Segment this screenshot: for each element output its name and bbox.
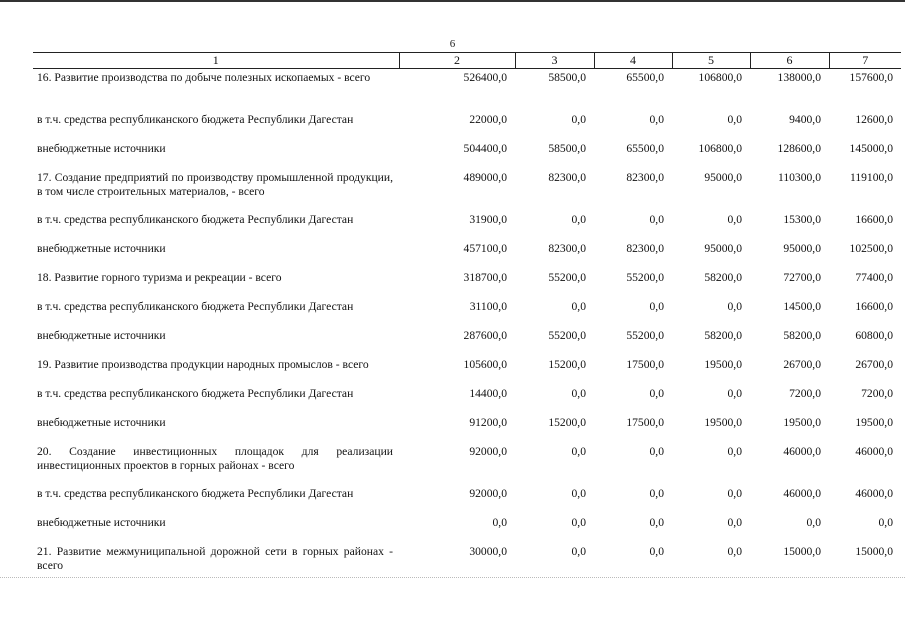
value-cell: 102500,0 xyxy=(849,242,893,255)
column-header: 3 xyxy=(515,53,594,69)
value-cell: 318700,0 xyxy=(463,271,507,284)
row-label: 16. Развитие производства по добыче полезных ископаемых - всего xyxy=(37,71,371,84)
table-row xyxy=(33,211,901,240)
row-label: в т.ч. средства республиканского бюджета Республики Дагестан xyxy=(37,387,354,400)
value-cell: 138000,0 xyxy=(777,71,821,84)
value-cell: 58500,0 xyxy=(548,142,586,155)
row-label: внебюджетные источники xyxy=(37,416,166,429)
value-cell: 0,0 xyxy=(649,213,664,226)
column-header: 2 xyxy=(399,53,515,69)
value-cell: 15200,0 xyxy=(548,416,586,429)
value-cell: 46000,0 xyxy=(855,487,893,500)
value-cell: 55200,0 xyxy=(626,329,664,342)
value-cell: 60800,0 xyxy=(855,329,893,342)
table-row xyxy=(33,140,901,169)
budget-table xyxy=(33,52,901,585)
value-cell: 95000,0 xyxy=(704,171,742,184)
value-cell: 16600,0 xyxy=(855,213,893,226)
value-cell: 0,0 xyxy=(649,545,664,558)
value-cell: 58500,0 xyxy=(548,71,586,84)
row-label: 21. Развитие межмуниципальной дорожной сети в горных районах - всего xyxy=(37,545,393,572)
value-cell: 9400,0 xyxy=(789,113,821,126)
value-cell: 58200,0 xyxy=(783,329,821,342)
value-cell: 145000,0 xyxy=(849,142,893,155)
value-cell: 0,0 xyxy=(727,445,742,458)
value-cell: 110300,0 xyxy=(777,171,821,184)
value-cell: 106800,0 xyxy=(698,71,742,84)
value-cell: 46000,0 xyxy=(855,445,893,458)
value-cell: 19500,0 xyxy=(704,416,742,429)
table-row xyxy=(33,298,901,327)
value-cell: 0,0 xyxy=(878,516,893,529)
table-row xyxy=(33,269,901,298)
value-cell: 82300,0 xyxy=(626,171,664,184)
value-cell: 0,0 xyxy=(727,545,742,558)
value-cell: 55200,0 xyxy=(548,271,586,284)
value-cell: 31100,0 xyxy=(469,300,507,313)
column-header: 6 xyxy=(750,53,829,69)
value-cell: 0,0 xyxy=(571,300,586,313)
row-label: 20. Создание инвестиционных площадок для реализации инвестиционных проектов в горных районах - всего xyxy=(37,445,393,472)
row-label: в т.ч. средства республиканского бюджета Республики Дагестан xyxy=(37,300,354,313)
row-label: внебюджетные источники xyxy=(37,242,166,255)
value-cell: 157600,0 xyxy=(849,71,893,84)
value-cell: 55200,0 xyxy=(548,329,586,342)
value-cell: 0,0 xyxy=(649,300,664,313)
value-cell: 82300,0 xyxy=(626,242,664,255)
row-label: 17. Создание предприятий по производству промышленной продукции, в том числе строительных материалов, - всего xyxy=(37,171,393,198)
table-row xyxy=(33,356,901,385)
column-header: 5 xyxy=(672,53,750,69)
row-label: внебюджетные источники xyxy=(37,329,166,342)
value-cell: 287600,0 xyxy=(463,329,507,342)
value-cell: 12600,0 xyxy=(855,113,893,126)
value-cell: 19500,0 xyxy=(704,358,742,371)
value-cell: 77400,0 xyxy=(855,271,893,284)
value-cell: 0,0 xyxy=(571,213,586,226)
table-row xyxy=(33,485,901,514)
value-cell: 82300,0 xyxy=(548,171,586,184)
value-cell: 72700,0 xyxy=(783,271,821,284)
value-cell: 92000,0 xyxy=(469,487,507,500)
value-cell: 30000,0 xyxy=(469,545,507,558)
value-cell: 0,0 xyxy=(806,516,821,529)
value-cell: 0,0 xyxy=(649,387,664,400)
value-cell: 504400,0 xyxy=(463,142,507,155)
value-cell: 82300,0 xyxy=(548,242,586,255)
value-cell: 26700,0 xyxy=(855,358,893,371)
value-cell: 0,0 xyxy=(649,516,664,529)
table-row xyxy=(33,443,901,485)
value-cell: 95000,0 xyxy=(704,242,742,255)
value-cell: 7200,0 xyxy=(789,387,821,400)
value-cell: 19500,0 xyxy=(855,416,893,429)
value-cell: 0,0 xyxy=(727,516,742,529)
value-cell: 46000,0 xyxy=(783,487,821,500)
value-cell: 15200,0 xyxy=(548,358,586,371)
value-cell: 526400,0 xyxy=(463,71,507,84)
value-cell: 58200,0 xyxy=(704,329,742,342)
value-cell: 0,0 xyxy=(727,487,742,500)
value-cell: 17500,0 xyxy=(626,416,664,429)
value-cell: 17500,0 xyxy=(626,358,664,371)
column-header: 1 xyxy=(33,53,399,69)
column-header: 7 xyxy=(829,53,901,69)
value-cell: 14400,0 xyxy=(469,387,507,400)
table-row xyxy=(33,543,901,585)
value-cell: 0,0 xyxy=(727,113,742,126)
table-row xyxy=(33,327,901,356)
value-cell: 15300,0 xyxy=(783,213,821,226)
value-cell: 0,0 xyxy=(571,387,586,400)
row-label: в т.ч. средства республиканского бюджета Республики Дагестан xyxy=(37,213,354,226)
row-label: внебюджетные источники xyxy=(37,142,166,155)
value-cell: 0,0 xyxy=(727,300,742,313)
row-label: в т.ч. средства республиканского бюджета Республики Дагестан xyxy=(37,113,354,126)
value-cell: 0,0 xyxy=(571,516,586,529)
table-row xyxy=(33,240,901,269)
value-cell: 0,0 xyxy=(571,487,586,500)
value-cell: 65500,0 xyxy=(626,142,664,155)
value-cell: 0,0 xyxy=(571,545,586,558)
value-cell: 14500,0 xyxy=(783,300,821,313)
value-cell: 457100,0 xyxy=(463,242,507,255)
column-number-header-row xyxy=(33,53,901,69)
value-cell: 22000,0 xyxy=(469,113,507,126)
value-cell: 0,0 xyxy=(727,387,742,400)
row-label: 19. Развитие производства продукции народных промыслов - всего xyxy=(37,358,369,371)
column-header: 4 xyxy=(594,53,672,69)
scan-noise-line xyxy=(0,576,905,578)
value-cell: 19500,0 xyxy=(783,416,821,429)
value-cell: 119100,0 xyxy=(849,171,893,184)
value-cell: 0,0 xyxy=(492,516,507,529)
row-label: в т.ч. средства республиканского бюджета Республики Дагестан xyxy=(37,487,354,500)
page-number: 6 xyxy=(449,38,456,50)
value-cell: 31900,0 xyxy=(469,213,507,226)
value-cell: 0,0 xyxy=(649,445,664,458)
value-cell: 7200,0 xyxy=(861,387,893,400)
value-cell: 65500,0 xyxy=(626,71,664,84)
value-cell: 26700,0 xyxy=(783,358,821,371)
value-cell: 46000,0 xyxy=(783,445,821,458)
row-label: 18. Развитие горного туризма и рекреации - всего xyxy=(37,271,282,284)
value-cell: 0,0 xyxy=(571,445,586,458)
value-cell: 105600,0 xyxy=(463,358,507,371)
table-row xyxy=(33,111,901,140)
scan-top-edge xyxy=(0,0,905,2)
value-cell: 0,0 xyxy=(571,113,586,126)
row-label: внебюджетные источники xyxy=(37,516,166,529)
value-cell: 0,0 xyxy=(649,487,664,500)
value-cell: 489000,0 xyxy=(463,171,507,184)
table-row xyxy=(33,414,901,443)
value-cell: 95000,0 xyxy=(783,242,821,255)
table-row xyxy=(33,169,901,211)
value-cell: 0,0 xyxy=(727,213,742,226)
value-cell: 106800,0 xyxy=(698,142,742,155)
table-row xyxy=(33,385,901,414)
value-cell: 91200,0 xyxy=(469,416,507,429)
table-row xyxy=(33,514,901,543)
value-cell: 15000,0 xyxy=(783,545,821,558)
value-cell: 128600,0 xyxy=(777,142,821,155)
value-cell: 58200,0 xyxy=(704,271,742,284)
value-cell: 0,0 xyxy=(649,113,664,126)
value-cell: 16600,0 xyxy=(855,300,893,313)
value-cell: 92000,0 xyxy=(469,445,507,458)
value-cell: 55200,0 xyxy=(626,271,664,284)
value-cell: 15000,0 xyxy=(855,545,893,558)
table-row xyxy=(33,69,901,112)
